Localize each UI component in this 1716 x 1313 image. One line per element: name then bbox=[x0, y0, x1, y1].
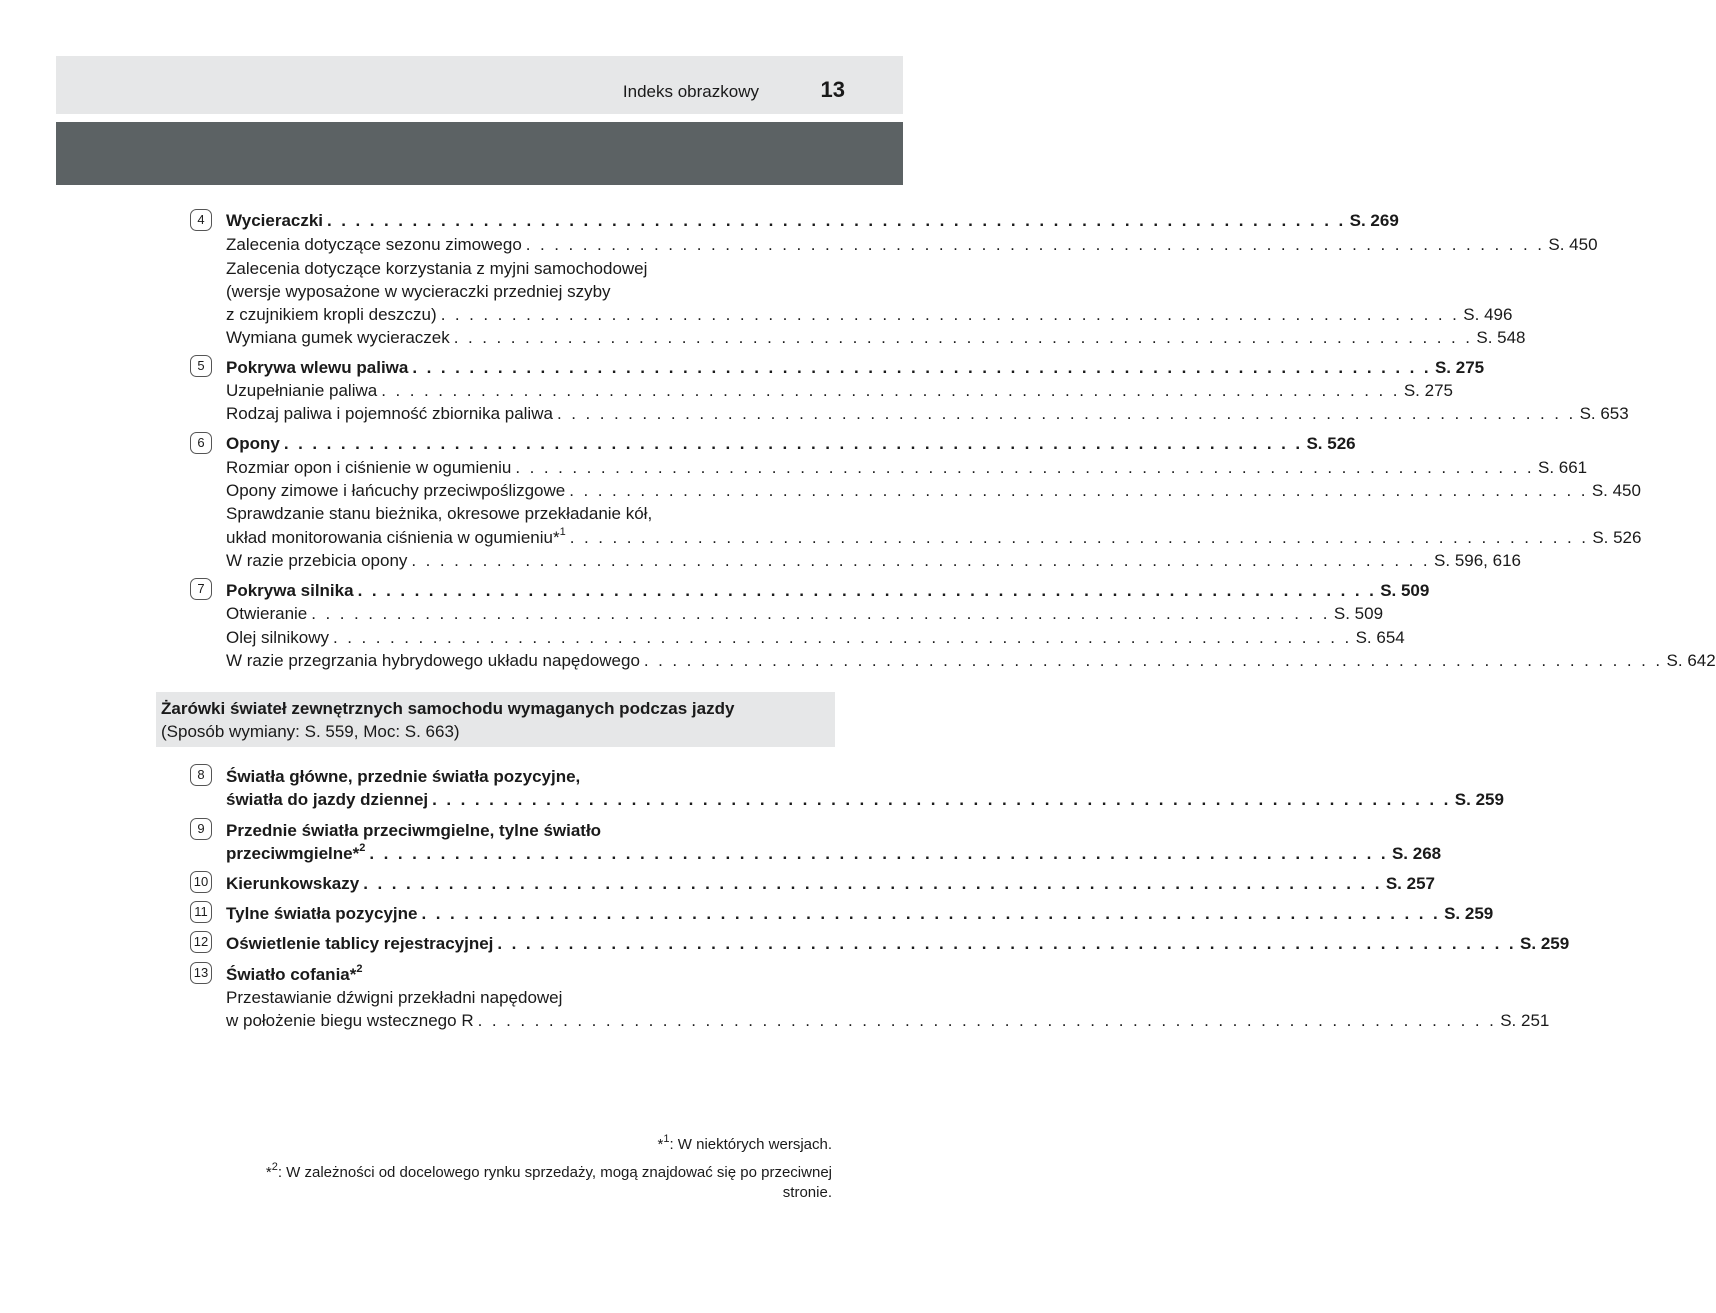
marker-11: 11 bbox=[190, 901, 212, 923]
entry-plate-light: Oświetlenie tablicy rejestracyjnej . . . . . . . . . . . . . . . . . . . . . . . . . . . . . . . . . . . . . . . . . . . . . . . . . . . . . . . . . . . . . . . . . . . . . . . . S. 259 bbox=[226, 934, 1570, 953]
entry-reverse-light: Światło cofania*$^2$ bbox=[226, 963, 363, 984]
entry-line: (wersje wyposażone w wycieraczki przedniej szyby bbox=[226, 282, 611, 301]
page-number: 13 bbox=[820, 77, 845, 102]
footnote-1: *$^1$: W niektórych wersjach. bbox=[657, 1133, 832, 1153]
entry-line: w położenie biegu wstecznego R . . . . . . . . . . . . . . . . . . . . . . . . . . . . . . . . . . . . . . . . . . . . . . . . . . . . . . . . . . . . . . . . . . . . . . . . S. 251 bbox=[226, 1011, 1550, 1030]
entry-line: Otwieranie . . . . . . . . . . . . . . . . . . . . . . . . . . . . . . . . . . . . . . . . . . . . . . . . . . . . . . . . . . . . . . . . . . . . . . . . S. 509 bbox=[226, 604, 1384, 623]
entry-line: światła do jazdy dziennej . . . . . . . . . . . . . . . . . . . . . . . . . . . . . . . . . . . . . . . . . . . . . . . . . . . . . . . . . . . . . . . . . . . . . . . . S. 259 bbox=[226, 790, 1504, 809]
footnote-2: *$^2$: W zależności od docelowego rynku sprzedaży, mogą znajdować się po przeciwnej bbox=[265, 1161, 832, 1181]
entry-headlights: Światła główne, przednie światła pozycyjne, bbox=[226, 767, 581, 786]
entry-line: z czujnikiem kropli deszczu) . . . . . . . . . . . . . . . . . . . . . . . . . . . . . . . . . . . . . . . . . . . . . . . . . . . . . . . . . . . . . . . . . . . . . . . . S. 496 bbox=[226, 305, 1513, 324]
page-header bbox=[56, 56, 903, 114]
entry-line: Uzupełnianie paliwa . . . . . . . . . . . . . . . . . . . . . . . . . . . . . . . . . . . . . . . . . . . . . . . . . . . . . . . . . . . . . . . . . . . . . . . . S. 275 bbox=[226, 381, 1453, 400]
entry-fuel-lid: Pokrywa wlewu paliwa . . . . . . . . . . . . . . . . . . . . . . . . . . . . . . . . . . . . . . . . . . . . . . . . . . . . . . . . . . . . . . . . . . . . . . . . S. 275 bbox=[226, 358, 1485, 377]
marker-4: 4 bbox=[190, 209, 212, 231]
bulbs-title: Żarówki świateł zewnętrznych samochodu wymaganych podczas jazdy bbox=[161, 699, 735, 718]
entry-line: przeciwmgielne*$^2$ . . . . . . . . . . . . . . . . . . . . . . . . . . . . . . . . . . . . . . . . . . . . . . . . . . . . . . . . . . . . . . . . . . . . . . . . S. 268 bbox=[226, 842, 1442, 863]
entry-line: Zalecenia dotyczące korzystania z myjni samochodowej bbox=[226, 259, 648, 278]
entry-line: Zalecenia dotyczące sezonu zimowego . . . . . . . . . . . . . . . . . . . . . . . . . . . . . . . . . . . . . . . . . . . . . . . . . . . . . . . . . . . . . . . . . . . . . . . . S. 450 bbox=[226, 235, 1598, 254]
marker-10: 10 bbox=[190, 871, 212, 893]
entry-line: Rozmiar opon i ciśnienie w ogumieniu . . . . . . . . . . . . . . . . . . . . . . . . . . . . . . . . . . . . . . . . . . . . . . . . . . . . . . . . . . . . . . . . . . . . . . . . S. 661 bbox=[226, 458, 1588, 477]
entry-line: Przestawianie dźwigni przekładni napędowej bbox=[226, 988, 563, 1007]
entry-line: Olej silnikowy . . . . . . . . . . . . . . . . . . . . . . . . . . . . . . . . . . . . . . . . . . . . . . . . . . . . . . . . . . . . . . . . . . . . . . . . S. 654 bbox=[226, 628, 1405, 647]
marker-7: 7 bbox=[190, 578, 212, 600]
entry-line: W razie przegrzania hybrydowego układu napędowego . . . . . . . . . . . . . . . . . . . . . . . . . . . . . . . . . . . . . . . . . . . . . . . . . . . . . . . . . . . . . . . . . . . . . . . . S. 642 bbox=[226, 651, 1716, 670]
header-band bbox=[56, 122, 903, 185]
section-title: Indeks obrazkowy bbox=[622, 82, 759, 101]
footnote-2-cont: stronie. bbox=[782, 1184, 832, 1201]
marker-13: 13 bbox=[190, 962, 212, 984]
marker-6: 6 bbox=[190, 432, 212, 454]
entry-fog-lights: Przednie światła przeciwmgielne, tylne światło bbox=[226, 821, 602, 840]
entry-line: Rodzaj paliwa i pojemność zbiornika paliwa . . . . . . . . . . . . . . . . . . . . . . . . . . . . . . . . . . . . . . . . . . . . . . . . . . . . . . . . . . . . . . . . . . . . . . . . S. 653 bbox=[226, 404, 1629, 423]
entry-tyres: Opony . . . . . . . . . . . . . . . . . . . . . . . . . . . . . . . . . . . . . . . . . . . . . . . . . . . . . . . . . . . . . . . . . . . . . . . . S. 526 bbox=[226, 434, 1356, 453]
entry-line: Sprawdzanie stanu bieżnika, okresowe przekładanie kół, bbox=[226, 504, 653, 523]
entry-line: Wymiana gumek wycieraczek . . . . . . . . . . . . . . . . . . . . . . . . . . . . . . . . . . . . . . . . . . . . . . . . . . . . . . . . . . . . . . . . . . . . . . . . S. 548 bbox=[226, 328, 1526, 347]
marker-5: 5 bbox=[190, 355, 212, 377]
bulbs-box bbox=[156, 692, 835, 747]
marker-12: 12 bbox=[190, 931, 212, 953]
entry-hood: Pokrywa silnika . . . . . . . . . . . . . . . . . . . . . . . . . . . . . . . . . . . . . . . . . . . . . . . . . . . . . . . . . . . . . . . . . . . . . . . . S. 509 bbox=[226, 581, 1430, 600]
entry-line: Opony zimowe i łańcuchy przeciwpoślizgowe . . . . . . . . . . . . . . . . . . . . . . . . . . . . . . . . . . . . . . . . . . . . . . . . . . . . . . . . . . . . . . . . . . . . . . . . S. 450 bbox=[226, 481, 1641, 500]
marker-9: 9 bbox=[190, 818, 212, 840]
bulbs-subtitle: (Sposób wymiany: S. 559, Moc: S. 663) bbox=[161, 722, 460, 741]
entry-wipers: Wycieraczki . . . . . . . . . . . . . . . . . . . . . . . . . . . . . . . . . . . . . . . . . . . . . . . . . . . . . . . . . . . . . . . . . . . . . . . . S. 269 bbox=[226, 211, 1399, 230]
entry-line: układ monitorowania ciśnienia w ogumieniu*$^1$ . . . . . . . . . . . . . . . . . . . . . . . . . . . . . . . . . . . . . . . . . . . . . . . . . . . . . . . . . . . . . . . . . . . . . . . . S. 526 bbox=[226, 526, 1642, 547]
entry-line: W razie przebicia opony . . . . . . . . . . . . . . . . . . . . . . . . . . . . . . . . . . . . . . . . . . . . . . . . . . . . . . . . . . . . . . . . . . . . . . . . S. 596, 616 bbox=[226, 551, 1521, 570]
entry-tail-lights: Tylne światła pozycyjne . . . . . . . . . . . . . . . . . . . . . . . . . . . . . . . . . . . . . . . . . . . . . . . . . . . . . . . . . . . . . . . . . . . . . . . . S. 259 bbox=[226, 904, 1494, 923]
entry-turn-signals: Kierunkowskazy . . . . . . . . . . . . . . . . . . . . . . . . . . . . . . . . . . . . . . . . . . . . . . . . . . . . . . . . . . . . . . . . . . . . . . . . S. 257 bbox=[226, 874, 1435, 893]
marker-8: 8 bbox=[190, 764, 212, 786]
